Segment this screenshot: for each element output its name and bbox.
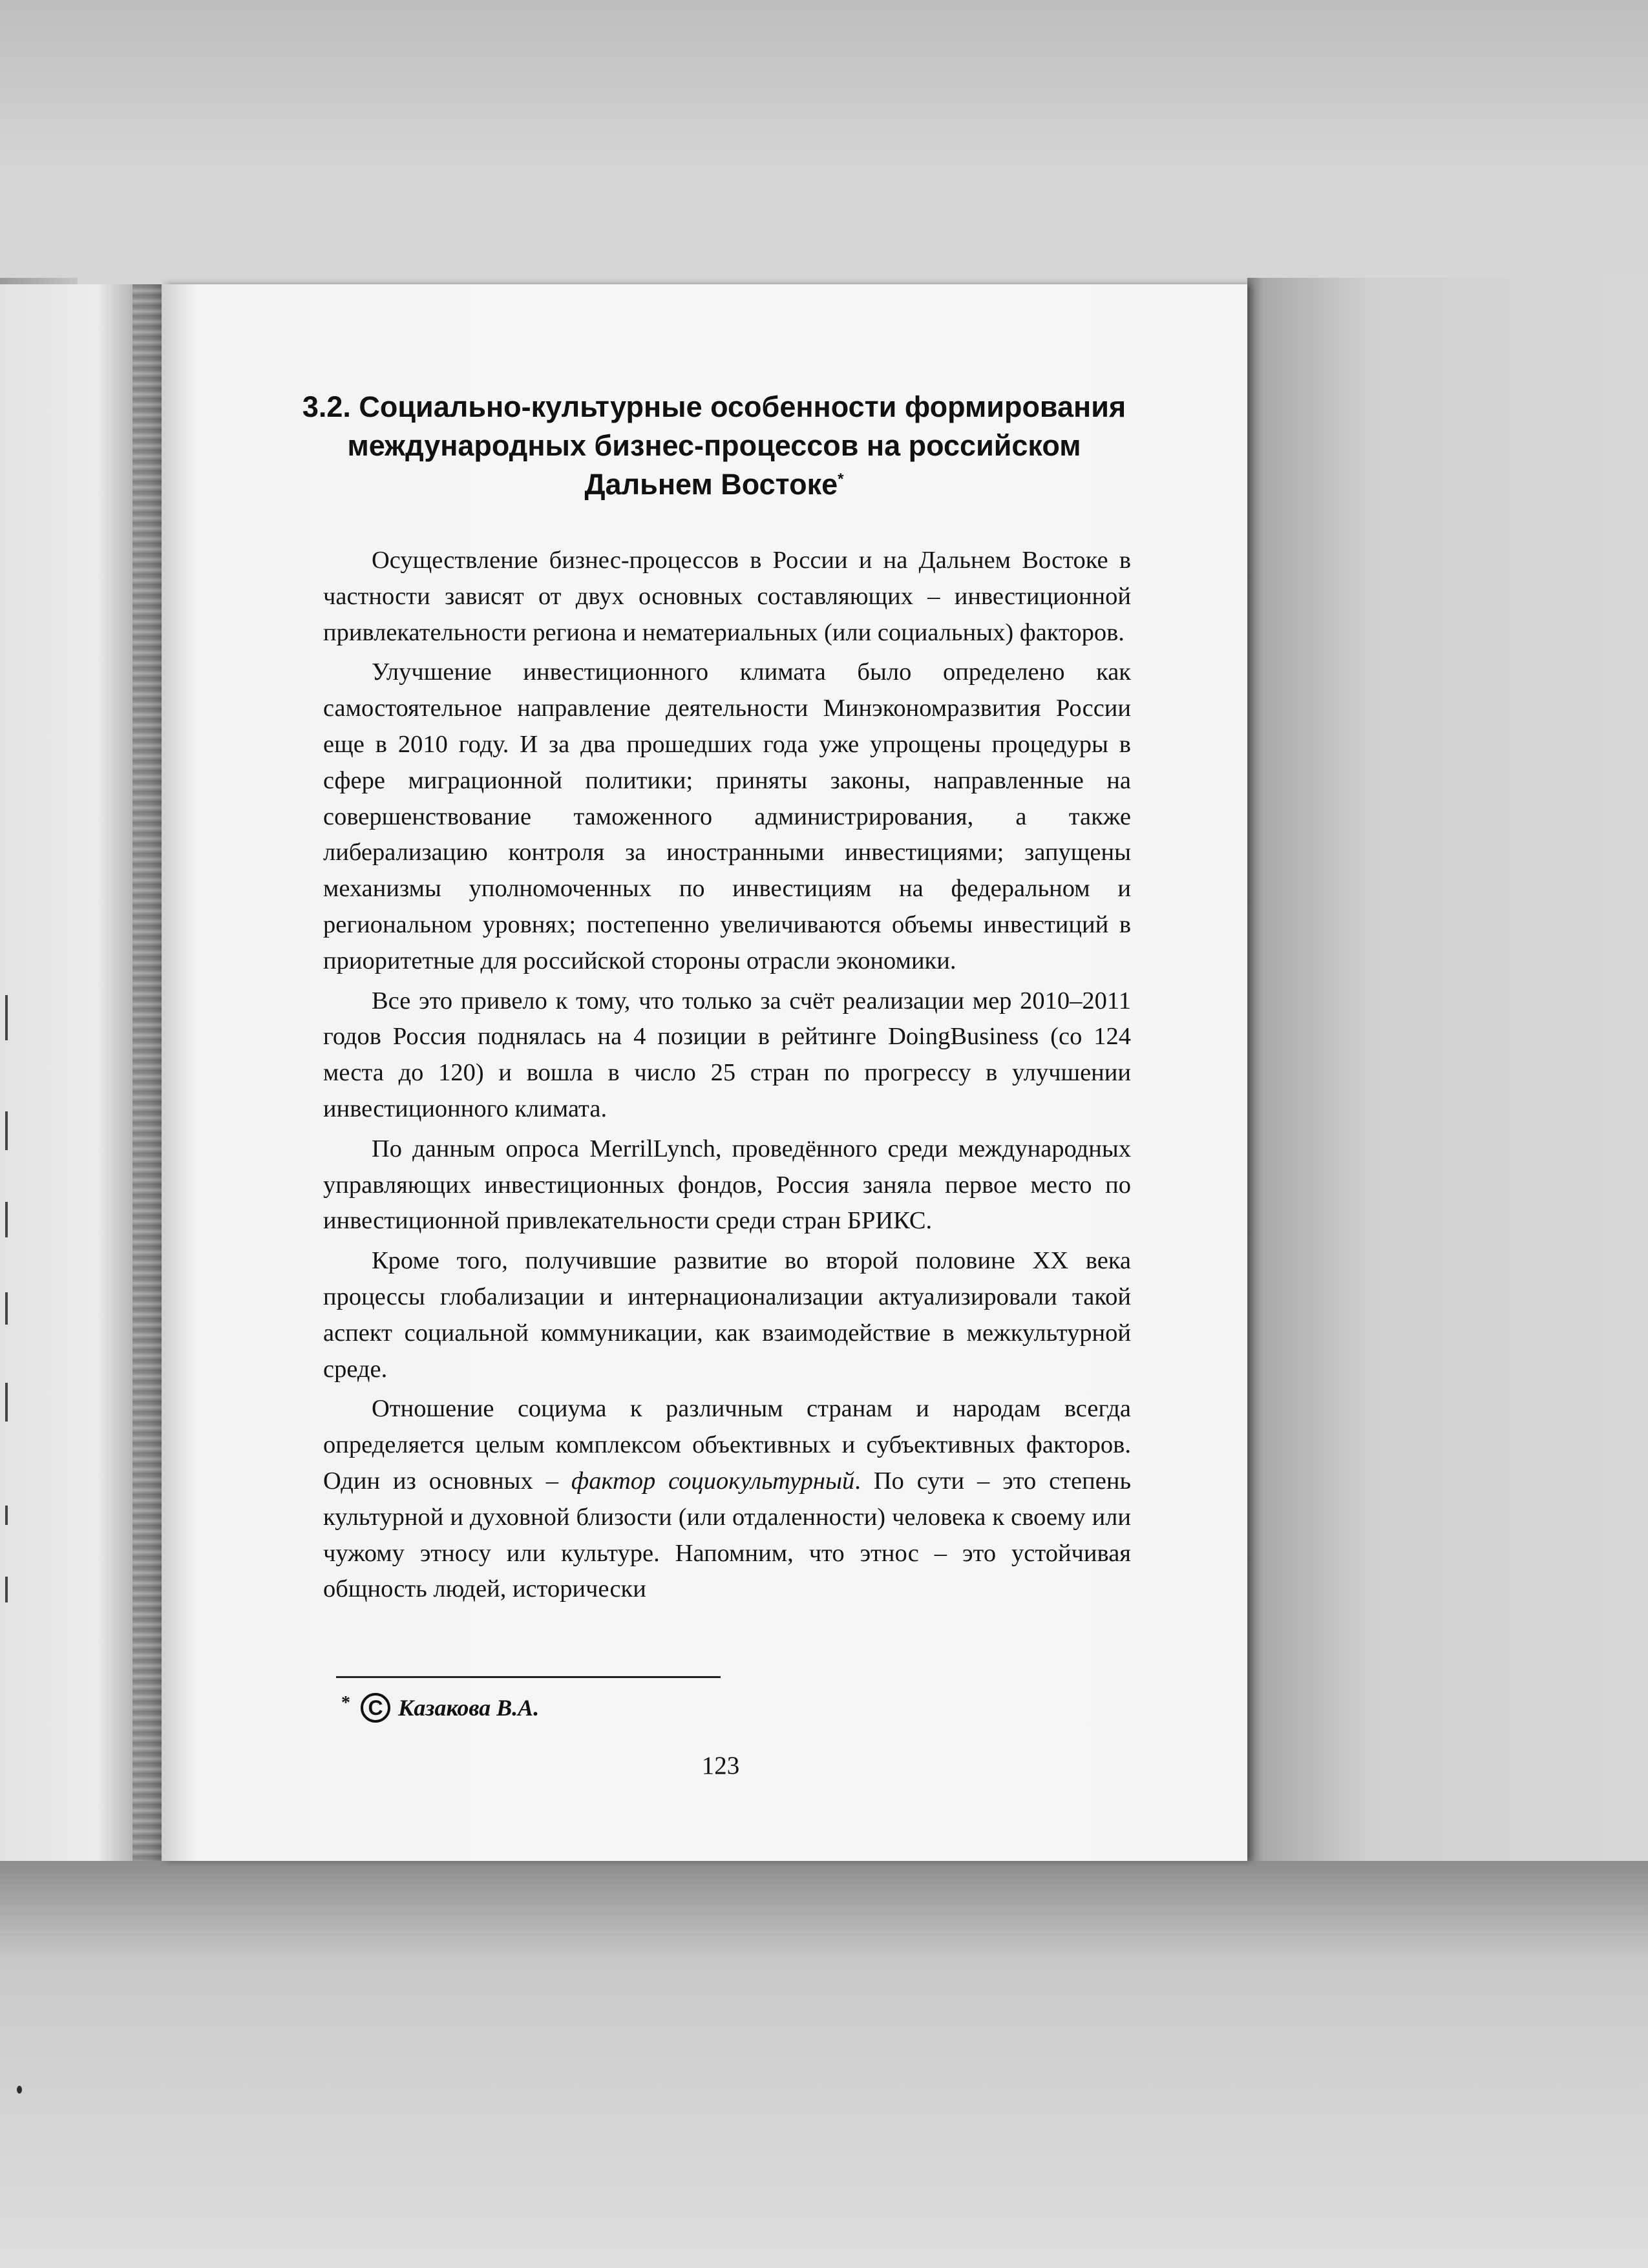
scan-background-right [1247, 278, 1648, 1861]
page-number: 123 [701, 1752, 740, 1780]
footnote-author: Казакова В.А. [398, 1695, 540, 1721]
edge-mark [5, 1506, 8, 1525]
paragraph-text: . По сути – это степень культурной и духовной близости (или отдаленности) человека к своему или чужому этносу или культуре. Напомним, что этнос – это устойчивая общность людей, исторически [323, 1467, 1132, 1603]
scan-background-bottom [0, 1861, 1648, 2268]
edge-mark [5, 1202, 8, 1237]
paragraph: Кроме того, получившие развитие во второй половине XX века процессы глобализации и интернационализации актуализировали такой аспект социальной коммуникации, как взаимодействие в межкультурной среде. [323, 1247, 1131, 1383]
edge-mark [5, 1292, 8, 1325]
page-body [323, 543, 1131, 1612]
book-spine [132, 284, 165, 1861]
section-title [284, 388, 1144, 504]
emphasis-text: фактор социокультурный [571, 1467, 855, 1495]
paragraph: Все это привело к тому, что только за счёт реализации мер 2010–2011 годов Россия поднялась на 4 позиции в рейтинге DoingBusiness (со 124 места до 120) и вошла в число 25 стран по прогрессу в улучшении инвестиционного климата. [323, 987, 1131, 1122]
scan-speck [17, 2086, 22, 2094]
edge-mark [5, 1111, 8, 1150]
paragraph: Улучшение инвестиционного климата было определено как самостоятельное направление деятельности Минэкономразвития России еще в 2010 году. И за два прошедших года уже упрощены процедуры в сфере миграционной политики; приняты законы, направленные на совершенствование таможенного администрирования, а также либерализацию контроля за иностранными инвестициями; запущены механизмы уполномоченных по инвестициям на федеральном и региональном уровнях; постепенно увеличиваются объемы инвестиций в приоритетные для российской стороны отрасли экономики. [323, 658, 1131, 974]
footnote [341, 1693, 539, 1723]
footnote-mark: * [341, 1693, 350, 1713]
footnote-reference: * [838, 470, 844, 488]
paragraph-last [323, 1391, 1131, 1608]
paragraph-text: Отношение социума к различным странам и народам всегда определяется целым комплексом объективных и субъективных факторов. Один из основных – [323, 1395, 1131, 1495]
footnote-divider [336, 1676, 721, 1678]
edge-mark [5, 1577, 8, 1602]
section-title-text: 3.2. Социально-культурные особенности формирования международных бизнес-процессов на российском Дальнем Востоке [302, 390, 1126, 501]
edge-mark [5, 995, 8, 1040]
edge-mark [5, 1383, 8, 1422]
paragraph: Осуществление бизнес-процессов в России и на Дальнем Востоке в частности зависят от двух основных составляющих – инвестиционной привлекательности региона и нематериальных (или социальных) факторов. [323, 547, 1131, 646]
paragraph: По данным опроса MerrilLynch, проведённого среди международных управляющих инвестиционных фондов, Россия заняла первое место по инвестиционной привлекательности среди стран БРИКС. [323, 1135, 1131, 1235]
copyright-icon: C [361, 1693, 390, 1723]
book-page [162, 284, 1247, 1861]
